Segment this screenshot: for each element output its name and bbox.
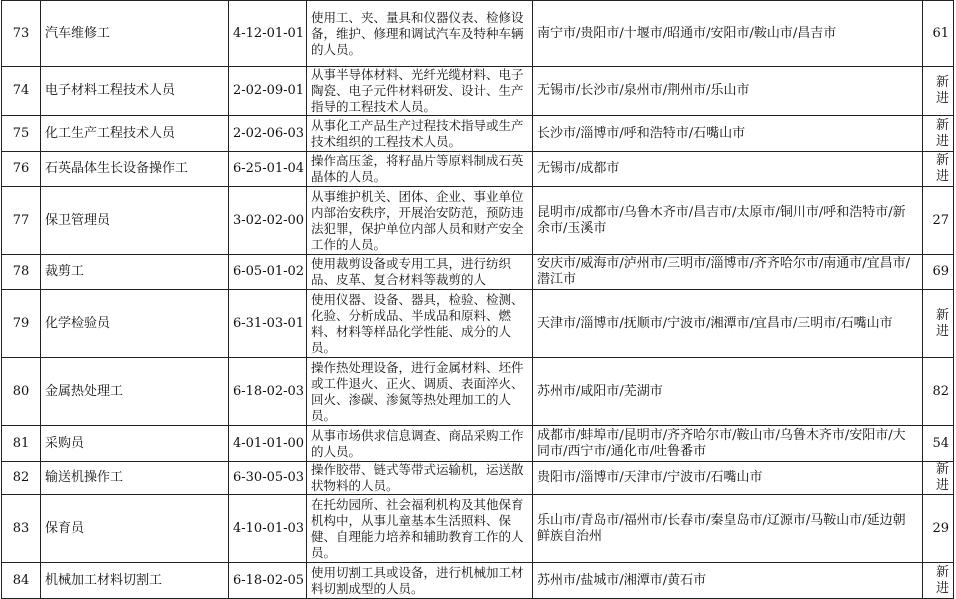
occupation-description: 从事半导体材料、光纤光缆材料、电子陶瓷、电子元件材料研发、设计、生产指导的工程技术人员。 bbox=[307, 67, 533, 116]
occupation-description: 从事化工产品生产过程技术指导或生产技术组织的工程技术人员。 bbox=[307, 116, 533, 152]
city-list: 昆明市/成都市/乌鲁木齐市/昌吉市/太原市/铜川市/呼和浩特市/新余市/玉溪市 bbox=[533, 187, 923, 255]
table-row bbox=[2, 67, 954, 116]
city-list: 贵阳市/淄博市/天津市/宁波市/石嘴山市 bbox=[533, 462, 923, 495]
city-list: 乐山市/青岛市/福州市/长春市/秦皇岛市/辽源市/马鞍山市/延边朝鲜族自治州 bbox=[533, 495, 923, 563]
occupation-name: 金属热处理工 bbox=[41, 358, 229, 426]
occupation-description: 操作高压釜，将籽晶片等原料制成石英晶体的人员。 bbox=[307, 152, 533, 187]
occupation-description: 在托幼园所、社会福利机构及其他保育机构中，从事儿童基本生活照料、保健、自理能力培养和辅助教育工作的人员。 bbox=[307, 495, 533, 563]
occupation-code: 4-01-01-00 bbox=[229, 426, 307, 462]
city-list: 无锡市/长沙市/泉州市/荆州市/乐山市 bbox=[533, 67, 923, 116]
table-row bbox=[2, 1, 954, 67]
row-number: 80 bbox=[2, 358, 41, 426]
occupation-description: 使用裁剪设备或专用工具，进行纺织品、皮革、复合材料等裁剪的人 bbox=[307, 255, 533, 290]
row-number: 73 bbox=[2, 1, 41, 67]
row-number: 79 bbox=[2, 290, 41, 358]
occupation-description: 操作胶带、链式等带式运输机，运送散状物料的人员。 bbox=[307, 462, 533, 495]
city-list: 无锡市/成都市 bbox=[533, 152, 923, 187]
occupation-code: 2-02-06-03 bbox=[229, 116, 307, 152]
occupation-name: 输送机操作工 bbox=[41, 462, 229, 495]
rank-value: 新进 bbox=[923, 116, 954, 152]
rank-value: 新进 bbox=[923, 67, 954, 116]
rank-value: 29 bbox=[923, 495, 954, 563]
city-list: 苏州市/咸阳市/芜湖市 bbox=[533, 358, 923, 426]
occupation-code: 6-25-01-04 bbox=[229, 152, 307, 187]
occupation-code: 4-10-01-03 bbox=[229, 495, 307, 563]
occupation-code: 6-05-01-02 bbox=[229, 255, 307, 290]
occupation-description: 从事维护机关、团体、企业、事业单位内部治安秩序，开展治安防范，预防违法犯罪，保护单位内部人员和财产安全工作的人员。 bbox=[307, 187, 533, 255]
table-row bbox=[2, 187, 954, 255]
table-row bbox=[2, 116, 954, 152]
table-row bbox=[2, 152, 954, 187]
row-number: 84 bbox=[2, 563, 41, 599]
rank-value: 新进 bbox=[923, 462, 954, 495]
rank-value: 69 bbox=[923, 255, 954, 290]
occupation-name: 保卫管理员 bbox=[41, 187, 229, 255]
occupation-name: 裁剪工 bbox=[41, 255, 229, 290]
rank-value: 新进 bbox=[923, 152, 954, 187]
row-number: 78 bbox=[2, 255, 41, 290]
row-number: 75 bbox=[2, 116, 41, 152]
table-row bbox=[2, 290, 954, 358]
table-row bbox=[2, 462, 954, 495]
occupation-code: 6-18-02-03 bbox=[229, 358, 307, 426]
rank-value: 82 bbox=[923, 358, 954, 426]
table-row bbox=[2, 563, 954, 599]
rank-value: 61 bbox=[923, 1, 954, 67]
occupation-description: 使用工、夹、量具和仪器仪表、检修设备，维护、修理和调试汽车及特种车辆的人员。 bbox=[307, 1, 533, 67]
occupation-name: 电子材料工程技术人员 bbox=[41, 67, 229, 116]
rank-value: 新进 bbox=[923, 563, 954, 599]
row-number: 82 bbox=[2, 462, 41, 495]
occupation-name: 石英晶体生长设备操作工 bbox=[41, 152, 229, 187]
occupation-description: 使用切割工具或设备，进行机械加工材料切割成型的人员。 bbox=[307, 563, 533, 599]
occupation-name: 机械加工材料切割工 bbox=[41, 563, 229, 599]
occupation-code: 2-02-09-01 bbox=[229, 67, 307, 116]
occupation-code: 6-30-05-03 bbox=[229, 462, 307, 495]
table-row bbox=[2, 426, 954, 462]
occupation-name: 化学检验员 bbox=[41, 290, 229, 358]
city-list: 南宁市/贵阳市/十堰市/昭通市/安阳市/鞍山市/昌吉市 bbox=[533, 1, 923, 67]
row-number: 76 bbox=[2, 152, 41, 187]
city-list: 苏州市/盐城市/湘潭市/黄石市 bbox=[533, 563, 923, 599]
occupation-code: 3-02-02-00 bbox=[229, 187, 307, 255]
occupation-name: 保育员 bbox=[41, 495, 229, 563]
rank-value: 27 bbox=[923, 187, 954, 255]
table-row bbox=[2, 255, 954, 290]
table-row bbox=[2, 495, 954, 563]
occupation-code: 6-31-03-01 bbox=[229, 290, 307, 358]
occupation-description: 从事市场供求信息调查、商品采购工作的人员。 bbox=[307, 426, 533, 462]
row-number: 81 bbox=[2, 426, 41, 462]
occupation-description: 使用仪器、设备、器具，检验、检测、化验、分析成品、半成品和原料、燃料、材料等样品化学性能、成分的人员。 bbox=[307, 290, 533, 358]
occupation-code: 6-18-02-05 bbox=[229, 563, 307, 599]
row-number: 74 bbox=[2, 67, 41, 116]
row-number: 77 bbox=[2, 187, 41, 255]
occupation-name: 采购员 bbox=[41, 426, 229, 462]
city-list: 长沙市/淄博市/呼和浩特市/石嘴山市 bbox=[533, 116, 923, 152]
rank-value: 54 bbox=[923, 426, 954, 462]
occupation-name: 汽车维修工 bbox=[41, 1, 229, 67]
occupation-table bbox=[1, 0, 954, 599]
occupation-description: 操作热处理设备，进行金属材料、坯件或工件退火、正火、调质、表面淬火、回火、渗碳、渗氮等热处理加工的人员。 bbox=[307, 358, 533, 426]
city-list: 成都市/蚌埠市/昆明市/齐齐哈尔市/鞍山市/乌鲁木齐市/安阳市/大同市/西宁市/通化市/吐鲁番市 bbox=[533, 426, 923, 462]
city-list: 天津市/淄博市/抚顺市/宁波市/湘潭市/宜昌市/三明市/石嘴山市 bbox=[533, 290, 923, 358]
occupation-name: 化工生产工程技术人员 bbox=[41, 116, 229, 152]
table-body bbox=[2, 1, 954, 599]
row-number: 83 bbox=[2, 495, 41, 563]
occupation-code: 4-12-01-01 bbox=[229, 1, 307, 67]
rank-value: 新进 bbox=[923, 290, 954, 358]
table-row bbox=[2, 358, 954, 426]
city-list: 安庆市/威海市/泸州市/三明市/淄博市/齐齐哈尔市/南通市/宜昌市/潜江市 bbox=[533, 255, 923, 290]
